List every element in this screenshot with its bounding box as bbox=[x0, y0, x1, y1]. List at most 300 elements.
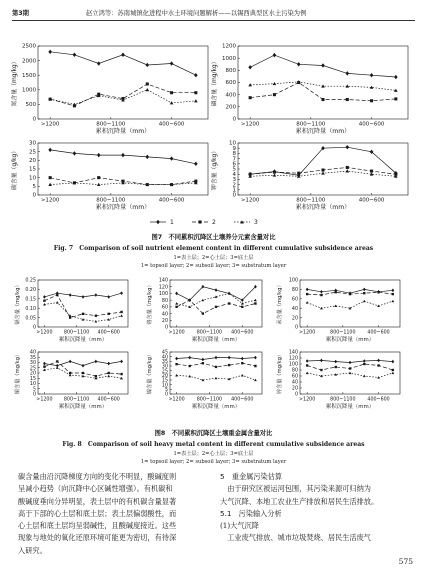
chart-1 bbox=[10, 44, 208, 135]
y-axis-label: 碳含量（g/kg） bbox=[12, 147, 18, 191]
y-tick-label: 2 bbox=[232, 182, 236, 189]
x-tick-label: 400~600 bbox=[358, 121, 385, 128]
body-line: 碳含量由沿沉降梯度方向的变化不明显，酸碱度则 bbox=[18, 472, 177, 481]
x-tick-label: >1200 bbox=[240, 121, 260, 128]
data-point bbox=[346, 98, 349, 101]
data-point bbox=[370, 73, 374, 77]
chart-6 bbox=[145, 278, 262, 343]
data-point bbox=[94, 360, 97, 364]
data-point bbox=[120, 314, 123, 317]
data-point bbox=[249, 96, 252, 99]
x-tick-label: 800~1100 bbox=[96, 121, 126, 128]
data-point bbox=[320, 369, 322, 371]
y-tick-label: 0.25 bbox=[25, 278, 36, 284]
data-point bbox=[198, 220, 201, 223]
y-tick-label: 60 bbox=[291, 297, 298, 303]
data-point bbox=[306, 301, 309, 304]
y-tick-label: 30 bbox=[161, 364, 168, 370]
data-point bbox=[320, 290, 323, 294]
chart-2 bbox=[210, 44, 408, 135]
x-axis-label: 累积沉降量（mm） bbox=[325, 337, 375, 343]
y-tick-label: 0 bbox=[232, 192, 236, 199]
y-tick-label: 25 bbox=[29, 366, 36, 372]
data-point bbox=[194, 99, 198, 102]
data-point bbox=[82, 364, 85, 368]
y-tick-label: 1000 bbox=[222, 55, 236, 62]
y-tick-label: 20 bbox=[291, 386, 298, 392]
data-point bbox=[215, 288, 218, 292]
x-axis-label: 累积沉降量（mm） bbox=[95, 128, 151, 135]
legend-label-3: 3 bbox=[254, 219, 258, 226]
data-point bbox=[321, 169, 324, 172]
body-line: 现象与地处的氧化还原环境可能更为密切，有待深 bbox=[18, 533, 177, 543]
x-axis-label: 累积沉降量（mm） bbox=[191, 404, 241, 410]
y-tick-label: 1200 bbox=[222, 43, 236, 50]
data-point bbox=[97, 153, 101, 157]
data-point bbox=[306, 359, 309, 363]
data-point bbox=[215, 306, 217, 308]
plot-frame bbox=[38, 143, 208, 195]
data-point bbox=[145, 63, 149, 67]
fig7-caption-en: Fig. 7 Comparison of soil nutrient element content in different cumulative subsidence areas bbox=[53, 245, 374, 252]
data-point bbox=[391, 372, 394, 375]
y-tick-label: 25 bbox=[161, 369, 168, 375]
x-axis-label: 累积沉降量（mm） bbox=[325, 404, 375, 410]
data-point bbox=[69, 360, 72, 364]
data-point bbox=[241, 306, 243, 308]
x-axis-label: 累积沉降量（mm） bbox=[295, 128, 351, 135]
body-line: 心土层和底土层均呈弱碱性，且酸碱度接近。这些 bbox=[18, 521, 177, 531]
fig7-legend-zh: 1=表土层；2=心土层；3=底土层 bbox=[173, 255, 254, 261]
data-point bbox=[108, 372, 110, 374]
y-tick-label: 8 bbox=[232, 151, 236, 158]
x-tick-label: 400~600 bbox=[367, 397, 390, 403]
data-point bbox=[394, 75, 398, 79]
series-2-line bbox=[50, 84, 196, 106]
data-point bbox=[392, 369, 394, 371]
data-point bbox=[69, 293, 72, 297]
data-point bbox=[370, 150, 374, 154]
body-line: 呈减小趋势（向沉降中心区碱性增强）。有机碳和 bbox=[18, 484, 173, 494]
y-axis-label: 氮含量（mg/kg） bbox=[12, 58, 18, 107]
x-tick-label: 400~600 bbox=[231, 330, 254, 336]
y-tick-label: 15 bbox=[29, 376, 36, 382]
data-point bbox=[201, 299, 204, 302]
data-point bbox=[345, 71, 349, 75]
y-tick-label: 100 bbox=[288, 278, 298, 284]
data-point bbox=[43, 366, 45, 368]
fig7-legend bbox=[150, 219, 258, 226]
data-point bbox=[306, 288, 309, 292]
data-point bbox=[202, 362, 204, 364]
data-point bbox=[363, 300, 366, 303]
y-axis-label: 镍含量（mg/kg） bbox=[147, 351, 153, 395]
x-tick-label: >1200 bbox=[36, 330, 53, 336]
x-tick-label: 400~600 bbox=[97, 330, 120, 336]
data-point bbox=[120, 373, 122, 375]
data-point bbox=[370, 99, 373, 102]
data-point bbox=[175, 306, 177, 308]
y-axis-label: 磷含量（mg/kg） bbox=[212, 58, 218, 107]
data-point bbox=[254, 379, 257, 382]
x-tick-label: 800~1100 bbox=[330, 397, 356, 403]
data-point bbox=[320, 294, 322, 296]
y-tick-label: 800 bbox=[225, 68, 236, 75]
plot-frame bbox=[238, 46, 408, 119]
x-tick-label: 800~1100 bbox=[330, 330, 356, 336]
y-tick-label: 2000 bbox=[22, 58, 36, 65]
y-tick-label: 40 bbox=[291, 306, 298, 312]
chart-5 bbox=[13, 278, 128, 343]
y-tick-label: 10 bbox=[29, 175, 36, 182]
legend-label-1: 1 bbox=[170, 219, 174, 226]
y-tick-label: 5 bbox=[32, 387, 36, 393]
y-tick-label: 4 bbox=[232, 171, 236, 178]
data-point bbox=[241, 374, 244, 377]
data-point bbox=[377, 359, 380, 363]
y-tick-label: 30 bbox=[29, 140, 36, 147]
y-tick-label: 6 bbox=[232, 161, 236, 168]
data-point bbox=[215, 356, 218, 360]
x-tick-label: 400~600 bbox=[367, 330, 390, 336]
x-tick-label: 800~1100 bbox=[96, 197, 126, 204]
data-point bbox=[156, 220, 160, 224]
data-point bbox=[97, 176, 100, 179]
chart-4 bbox=[210, 141, 408, 211]
data-point bbox=[73, 151, 77, 155]
data-point bbox=[335, 291, 337, 293]
data-point bbox=[321, 171, 325, 174]
chart-8 bbox=[13, 350, 128, 410]
y-tick-label: 0 bbox=[232, 116, 236, 123]
y-tick-label: 20 bbox=[29, 158, 36, 165]
y-tick-label: 0 bbox=[294, 325, 298, 331]
data-point bbox=[43, 362, 46, 366]
y-tick-label: 120 bbox=[288, 356, 298, 362]
data-point bbox=[120, 291, 123, 295]
data-point bbox=[306, 293, 308, 295]
body-line: 大气沉降、本地工农业生产排放和居民生活排放。 bbox=[220, 496, 379, 506]
x-tick-label: 400~600 bbox=[158, 121, 185, 128]
fig8-legend-zh: 1=表土层；2=心土层；3=底土层 bbox=[173, 451, 254, 457]
data-point bbox=[228, 302, 230, 304]
data-point bbox=[170, 156, 174, 160]
x-tick-label: 800~1100 bbox=[296, 121, 326, 128]
data-point bbox=[175, 363, 177, 365]
data-point bbox=[273, 93, 276, 96]
data-point bbox=[391, 289, 394, 293]
body-line: 入研究。 bbox=[18, 545, 47, 555]
y-tick-label: 2500 bbox=[22, 43, 36, 50]
x-tick-label: 400~600 bbox=[231, 397, 254, 403]
data-point bbox=[297, 172, 300, 175]
data-point bbox=[377, 291, 379, 293]
data-point bbox=[241, 362, 243, 364]
y-tick-label: 40 bbox=[291, 380, 298, 386]
x-tick-label: >1200 bbox=[36, 397, 53, 403]
y-tick-label: 0 bbox=[32, 392, 36, 398]
data-point bbox=[273, 173, 277, 176]
y-tick-label: 120 bbox=[158, 285, 168, 291]
body-right-column bbox=[220, 471, 416, 545]
y-tick-label: 100 bbox=[288, 362, 298, 368]
y-tick-label: 0 bbox=[294, 392, 298, 398]
data-point bbox=[228, 364, 230, 366]
data-point bbox=[273, 171, 276, 174]
page-number: 575 bbox=[398, 557, 413, 566]
fig8-legend-en: 1= topsoil layer; 2= subsoil layer; 3= substratum layer bbox=[140, 459, 287, 465]
issue-label: 第3期 bbox=[12, 10, 29, 17]
data-point bbox=[349, 367, 351, 369]
y-tick-label: 0 bbox=[164, 325, 168, 331]
data-point bbox=[363, 288, 366, 292]
data-point bbox=[189, 299, 191, 301]
y-tick-label: 140 bbox=[158, 278, 168, 284]
x-axis-label: 累积沉降量（mm） bbox=[295, 204, 351, 211]
data-point bbox=[248, 65, 252, 69]
y-tick-label: 0 bbox=[164, 392, 168, 398]
chart-9 bbox=[145, 350, 262, 410]
data-point bbox=[201, 358, 204, 362]
data-point bbox=[297, 62, 301, 66]
y-tick-label: 0.15 bbox=[25, 297, 36, 303]
fig7-caption-zh: 图7 不同累积沉降区土壤养分元素含量对比 bbox=[151, 234, 276, 241]
data-point bbox=[345, 145, 349, 149]
chart-10 bbox=[275, 350, 400, 410]
data-point bbox=[73, 103, 77, 106]
body-left-column bbox=[18, 471, 214, 557]
data-point bbox=[363, 375, 366, 378]
y-tick-label: 200 bbox=[225, 104, 236, 111]
x-axis-label: 累积沉降量（mm） bbox=[95, 204, 151, 211]
body-line: 高于下部的心土层和底土层；表土层偏弱酸性，而 bbox=[18, 508, 177, 518]
data-point bbox=[363, 363, 365, 365]
y-tick-label: 1 bbox=[232, 187, 236, 194]
y-tick-label: 20 bbox=[291, 316, 298, 322]
data-point bbox=[194, 91, 197, 94]
y-tick-label: 25 bbox=[29, 149, 36, 156]
y-tick-label: 15 bbox=[161, 378, 168, 384]
data-point bbox=[56, 294, 58, 296]
data-point bbox=[254, 365, 256, 367]
y-axis-label: 镉含量（mg/kg） bbox=[15, 282, 21, 325]
data-point bbox=[254, 302, 256, 304]
x-tick-label: >1200 bbox=[299, 397, 316, 403]
data-point bbox=[146, 82, 149, 85]
y-tick-label: 5 bbox=[232, 166, 236, 173]
y-axis-label: 铬含量（mg/kg） bbox=[147, 282, 153, 325]
data-point bbox=[82, 313, 84, 315]
data-point bbox=[394, 97, 397, 100]
x-tick-label: >1200 bbox=[40, 121, 60, 128]
data-point bbox=[43, 299, 45, 301]
body-line: 工业废气排放、城市垃圾焚烧、居民生活废气 bbox=[220, 533, 371, 543]
data-point bbox=[370, 170, 373, 173]
data-point bbox=[175, 302, 178, 305]
y-tick-label: 1000 bbox=[22, 87, 36, 94]
data-point bbox=[241, 357, 244, 361]
running-title: 赵立鸿等：苏南城镇化进程中水土环境问题解析——以锡西典型区水土污染为例 bbox=[86, 10, 307, 17]
y-tick-label: 5 bbox=[32, 184, 36, 191]
x-tick-label: 800~1100 bbox=[63, 397, 90, 403]
data-point bbox=[194, 162, 198, 166]
y-tick-label: 3 bbox=[232, 177, 236, 184]
y-axis-label: 锌含量（mg/kg） bbox=[277, 351, 283, 395]
data-point bbox=[254, 356, 257, 360]
data-point bbox=[202, 312, 204, 314]
x-tick-label: >1200 bbox=[168, 330, 185, 336]
y-tick-label: 35 bbox=[161, 360, 168, 366]
chart-7 bbox=[275, 278, 400, 343]
data-point bbox=[48, 148, 52, 152]
legend-label-2: 2 bbox=[212, 219, 216, 226]
x-tick-label: >1200 bbox=[240, 197, 260, 204]
x-axis-label: 累积沉降量（mm） bbox=[191, 337, 241, 343]
x-tick-label: 800~1100 bbox=[196, 397, 223, 403]
y-tick-label: 400 bbox=[225, 92, 236, 99]
data-point bbox=[82, 295, 85, 299]
data-point bbox=[377, 364, 379, 366]
x-tick-label: 800~1100 bbox=[63, 330, 90, 336]
data-point bbox=[321, 98, 324, 101]
y-axis-label: 铜含量（mg/kg） bbox=[15, 351, 21, 395]
x-axis-label: 累积沉降量（mm） bbox=[58, 337, 108, 343]
data-point bbox=[321, 63, 325, 67]
y-tick-label: 0.20 bbox=[25, 288, 36, 294]
subsubsection-heading: (1)大气沉降 bbox=[220, 521, 259, 531]
data-point bbox=[145, 88, 149, 91]
y-tick-label: 20 bbox=[161, 374, 168, 380]
y-tick-label: 0.05 bbox=[25, 316, 36, 322]
y-tick-label: 0.10 bbox=[25, 306, 36, 312]
data-point bbox=[194, 73, 198, 77]
data-point bbox=[107, 295, 110, 299]
data-point bbox=[56, 360, 58, 362]
x-tick-label: >1200 bbox=[168, 397, 185, 403]
data-point bbox=[334, 360, 337, 364]
y-tick-label: 80 bbox=[291, 368, 298, 374]
body-line: 酸碱度垂向分异明显，表土层中的有机碳含量显著 bbox=[18, 496, 177, 506]
data-point bbox=[188, 356, 191, 360]
data-point bbox=[48, 50, 52, 54]
data-point bbox=[170, 91, 173, 94]
y-tick-label: 60 bbox=[291, 374, 298, 380]
y-tick-label: 40 bbox=[161, 312, 168, 318]
y-tick-label: 10 bbox=[161, 383, 168, 389]
x-tick-label: >1200 bbox=[299, 330, 316, 336]
data-point bbox=[107, 362, 110, 366]
data-point bbox=[43, 295, 46, 299]
data-point bbox=[335, 366, 337, 368]
y-tick-label: 20 bbox=[161, 318, 168, 324]
fig7-legend-en: 1= topsoil layer; 2= subsoil layer; 3= substratum layer bbox=[140, 263, 287, 269]
data-point bbox=[121, 53, 125, 57]
y-tick-label: 15 bbox=[29, 166, 36, 173]
y-tick-label: 80 bbox=[291, 288, 298, 294]
y-tick-label: 40 bbox=[161, 355, 168, 361]
y-tick-label: 0 bbox=[32, 192, 36, 199]
data-point bbox=[49, 176, 52, 179]
data-point bbox=[175, 292, 178, 296]
y-tick-label: 10 bbox=[229, 140, 236, 147]
data-point bbox=[170, 101, 174, 104]
x-axis-label: 累积沉降量（mm） bbox=[58, 404, 108, 410]
y-tick-label: 5 bbox=[164, 388, 168, 394]
x-tick-label: >1200 bbox=[40, 197, 60, 204]
y-tick-label: 0 bbox=[32, 325, 36, 331]
data-point bbox=[392, 293, 394, 295]
y-tick-label: 80 bbox=[161, 298, 168, 304]
data-point bbox=[94, 293, 97, 297]
y-tick-label: 10 bbox=[29, 382, 36, 388]
y-tick-label: 9 bbox=[232, 145, 236, 152]
data-point bbox=[97, 61, 101, 65]
data-point bbox=[349, 361, 352, 365]
data-point bbox=[349, 293, 351, 295]
y-tick-label: 1500 bbox=[22, 72, 36, 79]
data-point bbox=[120, 360, 123, 364]
section-heading: 5 重金属污染估算 bbox=[220, 472, 283, 481]
x-tick-label: 800~1100 bbox=[196, 330, 223, 336]
data-point bbox=[273, 82, 277, 85]
data-point bbox=[391, 300, 394, 303]
data-point bbox=[73, 53, 77, 57]
data-point bbox=[228, 356, 231, 360]
data-point bbox=[391, 360, 394, 364]
data-point bbox=[346, 166, 349, 169]
data-point bbox=[108, 313, 110, 315]
x-tick-label: 400~600 bbox=[97, 397, 120, 403]
data-point bbox=[170, 61, 174, 65]
y-tick-label: 140 bbox=[288, 350, 298, 356]
data-point bbox=[189, 365, 191, 367]
chart-3 bbox=[10, 141, 208, 211]
data-point bbox=[273, 53, 277, 57]
data-point bbox=[306, 364, 308, 366]
y-tick-label: 35 bbox=[29, 355, 36, 361]
data-point bbox=[320, 359, 323, 363]
data-point bbox=[121, 153, 125, 157]
data-point bbox=[175, 357, 178, 361]
y-tick-label: 20 bbox=[29, 371, 36, 377]
data-point bbox=[97, 183, 101, 186]
body-line: 由于研究区被运河包围，其污染来源可归纳为 bbox=[220, 484, 371, 494]
data-point bbox=[120, 311, 122, 313]
y-tick-label: 500 bbox=[25, 102, 36, 109]
data-point bbox=[363, 359, 366, 363]
subsection-heading: 5.1 污染输入分析 bbox=[220, 508, 282, 518]
y-tick-label: 100 bbox=[158, 292, 168, 298]
y-tick-label: 45 bbox=[161, 350, 168, 356]
fig8-caption-zh: 图8 不同累积沉降区土壤重金属含量对比 bbox=[154, 430, 273, 437]
y-tick-label: 7 bbox=[232, 156, 236, 163]
x-tick-label: 400~600 bbox=[358, 197, 385, 204]
data-point bbox=[82, 372, 84, 374]
data-point bbox=[363, 292, 365, 294]
data-point bbox=[95, 315, 97, 317]
data-point bbox=[215, 366, 217, 368]
fig8-caption-en: Fig. 8 Comparison of soil heavy metal content in different cumulative subsidence areas bbox=[62, 441, 365, 448]
y-tick-label: 60 bbox=[161, 305, 168, 311]
y-tick-label: 600 bbox=[225, 80, 236, 87]
y-tick-label: 30 bbox=[29, 361, 36, 367]
data-point bbox=[107, 375, 110, 378]
y-axis-label: 汞含量（mg/kg） bbox=[277, 282, 283, 325]
y-tick-label: 0 bbox=[32, 116, 36, 123]
y-axis-label: 钾含量（g/kg） bbox=[212, 147, 218, 191]
data-point bbox=[94, 320, 97, 323]
data-point bbox=[145, 155, 149, 159]
